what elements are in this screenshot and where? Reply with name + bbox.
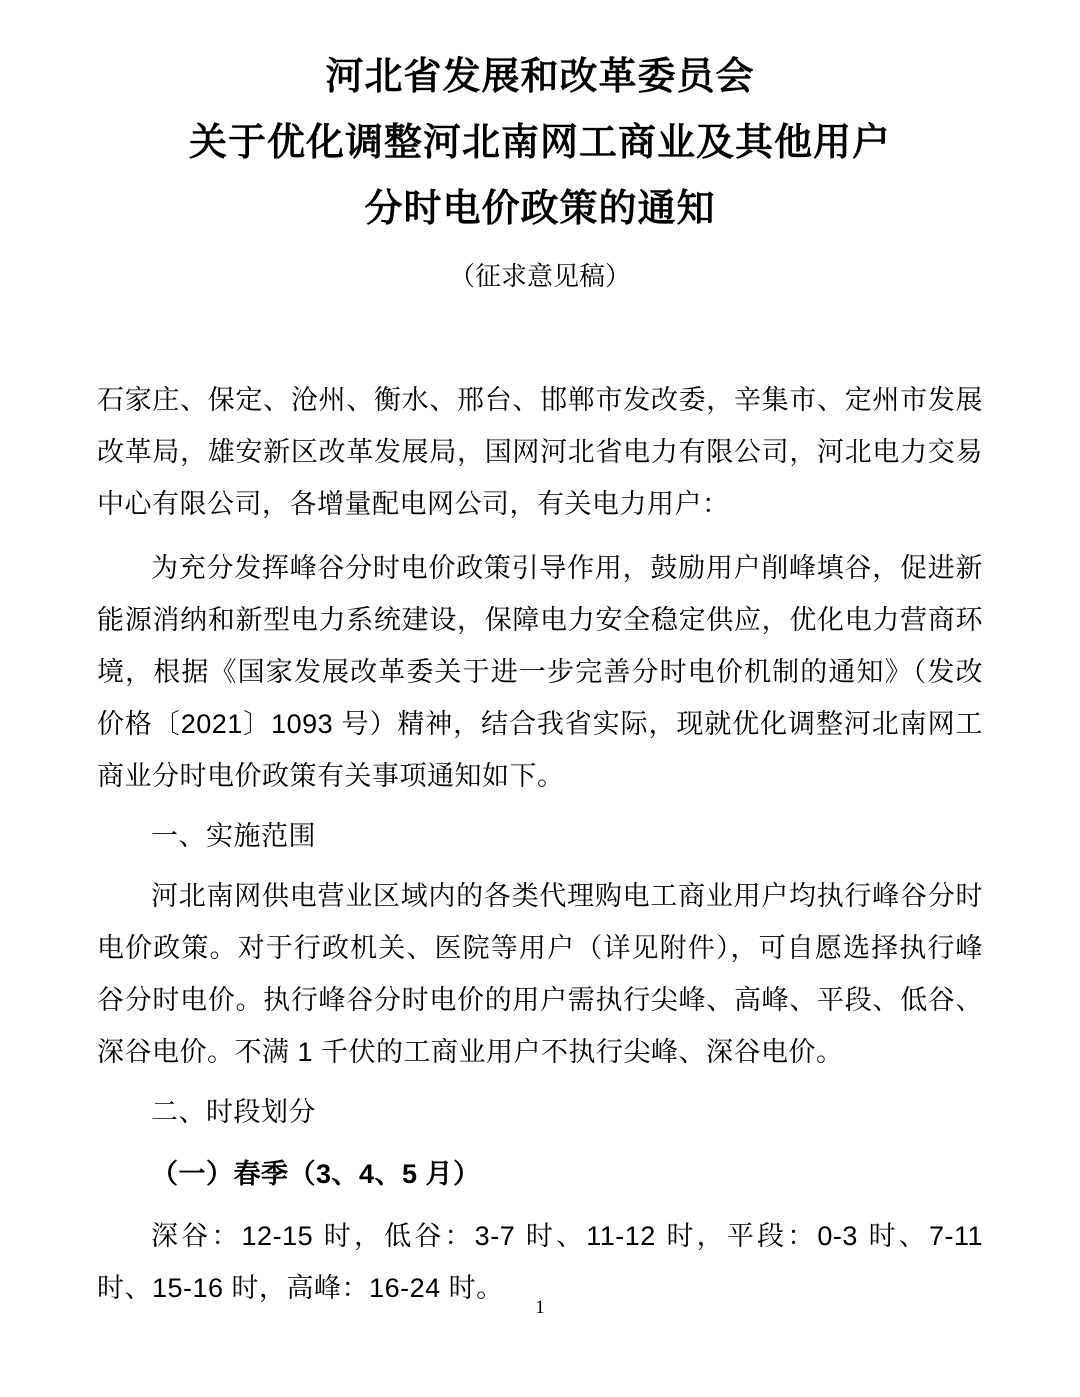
document-subtitle-draft-note: （征求意见稿） <box>448 261 631 291</box>
page-number: 1 <box>535 1297 545 1318</box>
document-title-line-1: 河北省发展和改革委员会 <box>325 56 755 98</box>
spring-subsection-heading: （一）春季（3、4、5 月） <box>151 1159 481 1189</box>
section-1-heading: 一、实施范围 <box>151 821 316 851</box>
salutation-paragraph: 石家庄、保定、沧州、衡水、邢台、邯郸市发改委，辛集市、定州市发展改革局，雄安新区改革发展局，国网河北省电力有限公司，河北电力交易中心有限公司，各增量配电网公司，有关电力用户： <box>97 385 983 519</box>
document-title-line-3: 分时电价政策的通知 <box>364 188 716 230</box>
section-1-paragraph: 河北南网供电营业区域内的各类代理购电工商业用户均执行峰谷分时电价政策。对于行政机关、医院等用户（详见附件），可自愿选择执行峰谷分时电价。执行峰谷分时电价的用户需执行尖峰、高峰、平段、低谷、深谷电价。不满 1 千伏的工商业用户不执行尖峰、深谷电价。 <box>97 881 983 1067</box>
intro-paragraph: 为充分发挥峰谷分时电价政策引导作用，鼓励用户削峰填谷，促进新能源消纳和新型电力系统建设，保障电力安全稳定供应，优化电力营商环境，根据《国家发展改革委关于进一步完善分时电价机制的通知》（发改价格〔2021〕1093 号）精神，结合我省实际，现就优化调整河北南网工商业分时电价政策有关事项通知如下。 <box>97 553 983 791</box>
spring-time-periods-paragraph: 深谷：12-15 时，低谷：3-7 时、11-12 时，平段：0-3 时、7-11 时、15-16 时，高峰：16-24 时。 <box>97 1221 983 1303</box>
section-2-heading: 二、时段划分 <box>151 1097 316 1127</box>
document-title-line-2: 关于优化调整河北南网工商业及其他用户 <box>188 122 891 164</box>
